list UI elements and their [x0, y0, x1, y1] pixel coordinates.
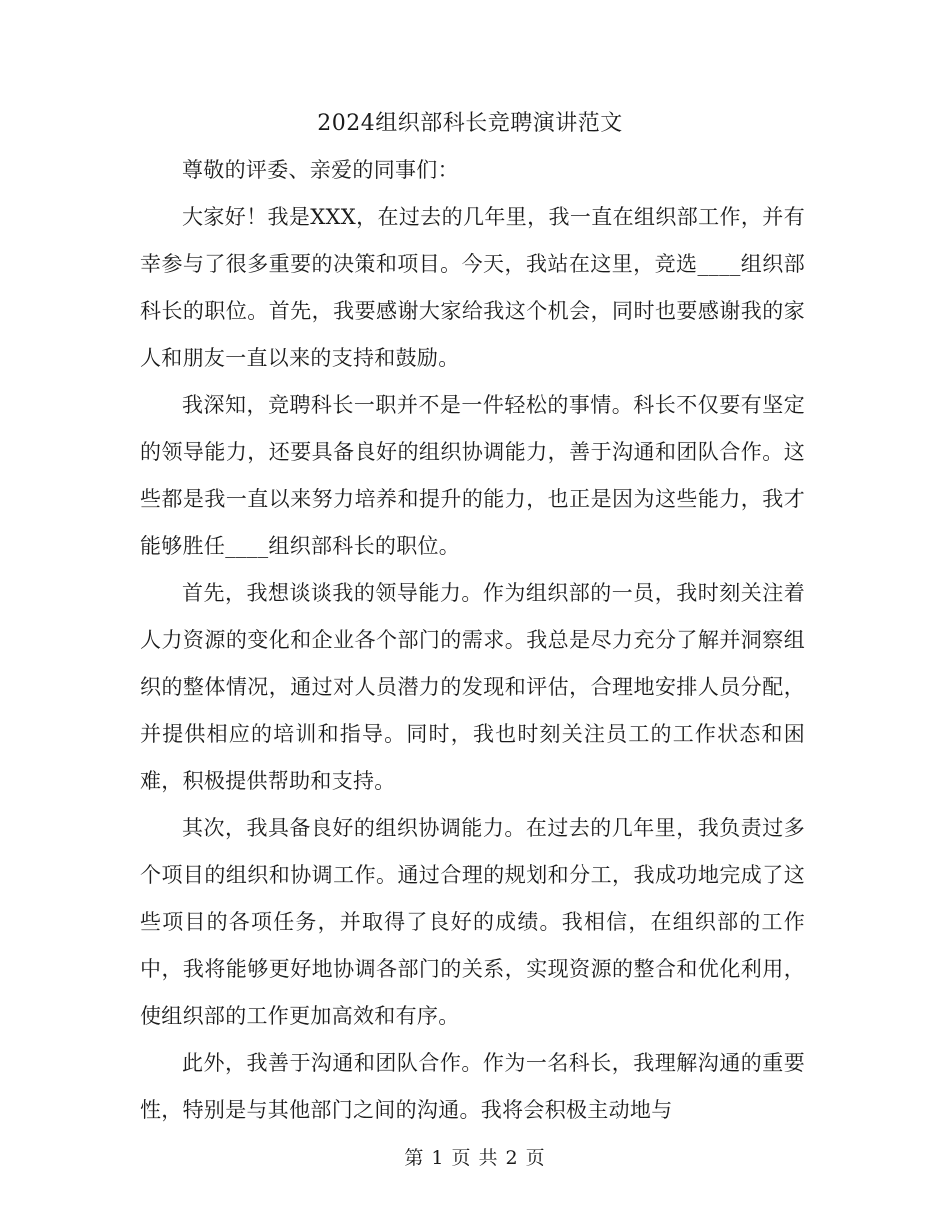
salutation-paragraph: 尊敬的评委、亲爱的同事们：: [182, 158, 459, 182]
body-paragraph: 此外，我善于沟通和团队合作。作为一名科长，我理解沟通的重要性，特别是与其他部门之间的沟通。我将会积极主动地与: [140, 1051, 805, 1122]
body-paragraph: 其次，我具备良好的组织协调能力。在过去的几年里，我负责过多个项目的组织和协调工作。通过合理的规划和分工，我成功地完成了这些项目的各项任务，并取得了良好的成绩。我相信，在组织部的工作中，我将能够更好地协调各部门的关系，实现资源的整合和优化利用，使组织部的工作更加高效和有序。: [140, 816, 805, 1028]
body-paragraph: 首先，我想谈谈我的领导能力。作为组织部的一员，我时刻关注着人力资源的变化和企业各个部门的需求。我总是尽力充分了解并洞察组织的整体情况，通过对人员潜力的发现和评估，合理地安排人员分配，并提供相应的培训和指导。同时，我也时刻关注员工的工作状态和困难，积极提供帮助和支持。: [140, 581, 805, 793]
body-paragraph: 大家好！我是XXX，在过去的几年里，我一直在组织部工作，并有幸参与了很多重要的决策和项目。今天，我站在这里，竞选____组织部科长的职位。首先，我要感谢大家给我这个机会，同时也要感谢我的家人和朋友一直以来的支持和鼓励。: [140, 205, 805, 370]
body-paragraph: 我深知，竞聘科长一职并不是一件轻松的事情。科长不仅要有坚定的领导能力，还要具备良好的组织协调能力，善于沟通和团队合作。这些都是我一直以来努力培养和提升的能力，也正是因为这些能力，我才能够胜任____组织部科长的职位。: [140, 393, 805, 558]
document-title: 2024组织部科长竞聘演讲范文: [317, 111, 623, 136]
document-body: [140, 147, 805, 1134]
page-number-footer: 第 1 页 共 2 页: [404, 1147, 546, 1169]
